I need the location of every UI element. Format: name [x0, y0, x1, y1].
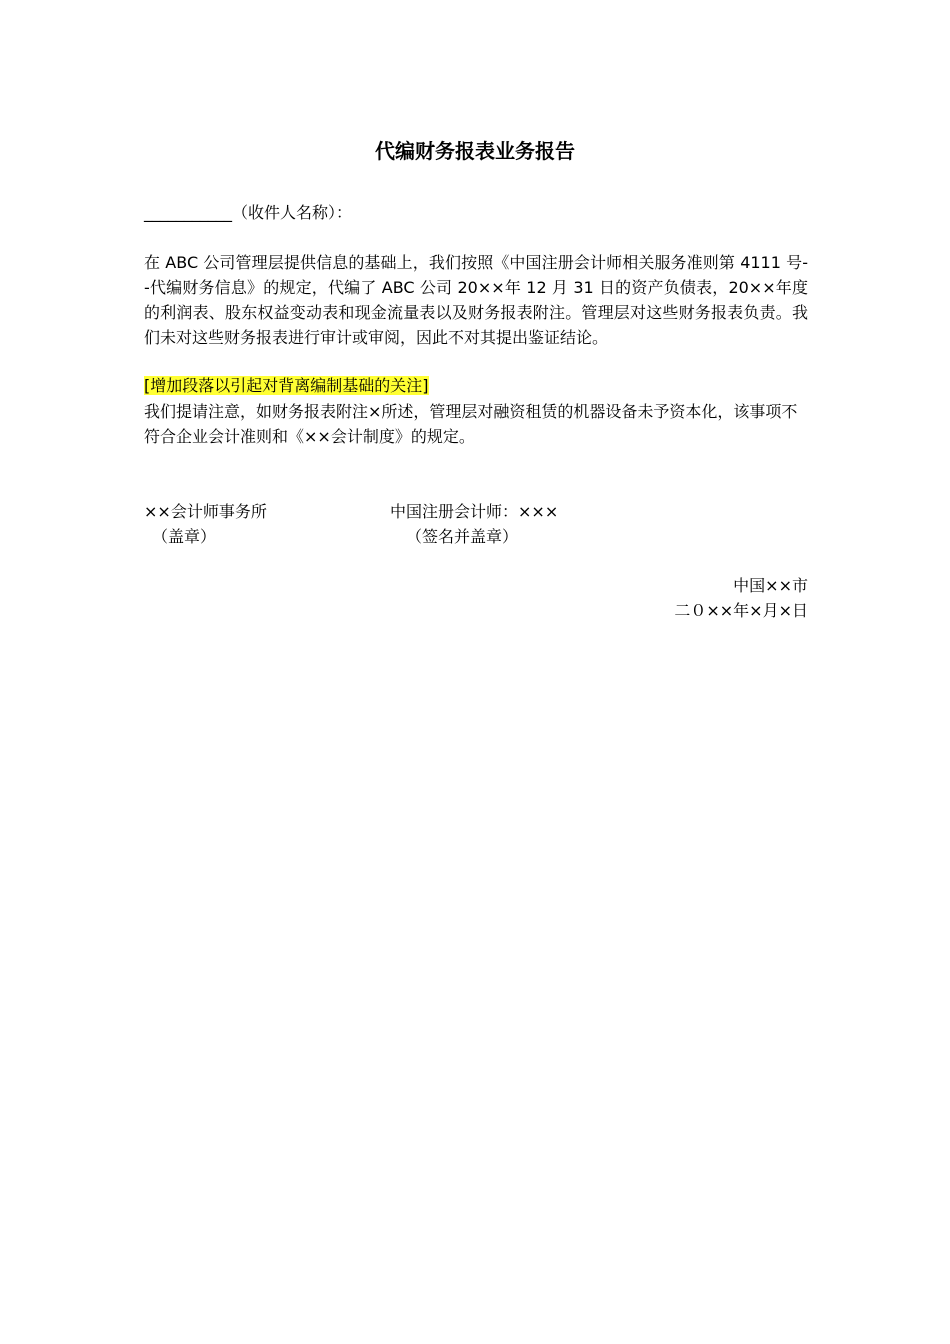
- recipient-line: [144, 201, 352, 225]
- firm-signature-block: [144, 499, 267, 549]
- report-title: 代编财务报表业务报告: [375, 139, 575, 163]
- highlighted-instruction-text: [增加段落以引起对背离编制基础的关注]: [144, 376, 429, 395]
- cpa-name: 中国注册会计师：×××: [390, 502, 559, 521]
- report-place: 中国××市: [733, 576, 808, 595]
- paragraph-compilation-statement: 在 ABC 公司管理层提供信息的基础上，我们按照《中国注册会计师相关服务准则第 4111 号--代编财务信息》的规定，代编了 ABC 公司 20××年 12 月 31 日的资产负债表，20××年度的利润表、股东权益变动表和现金流量表以及财务报表附注。管理层对这些财务报表负责。我们未对这些财务报表进行审计或审阅，因此不对其提出鉴证结论。: [144, 253, 808, 347]
- highlighted-instruction: [144, 374, 429, 398]
- firm-name: ××会计师事务所: [144, 502, 267, 521]
- recipient-label: （收件人名称）：: [232, 203, 353, 222]
- place-date-block: [560, 573, 808, 623]
- firm-seal-label: （盖章）: [152, 527, 217, 546]
- recipient-blank: ___________: [144, 203, 232, 222]
- report-date: 二０××年×月×日: [674, 601, 808, 620]
- cpa-sign-label: （签名并盖章）: [406, 527, 519, 546]
- cpa-signature-block: [390, 499, 558, 549]
- paragraph-emphasis: 我们提请注意，如财务报表附注×所述，管理层对融资租赁的机器设备未予资本化，该事项不符合企业会计准则和《××会计制度》的规定。: [144, 402, 798, 446]
